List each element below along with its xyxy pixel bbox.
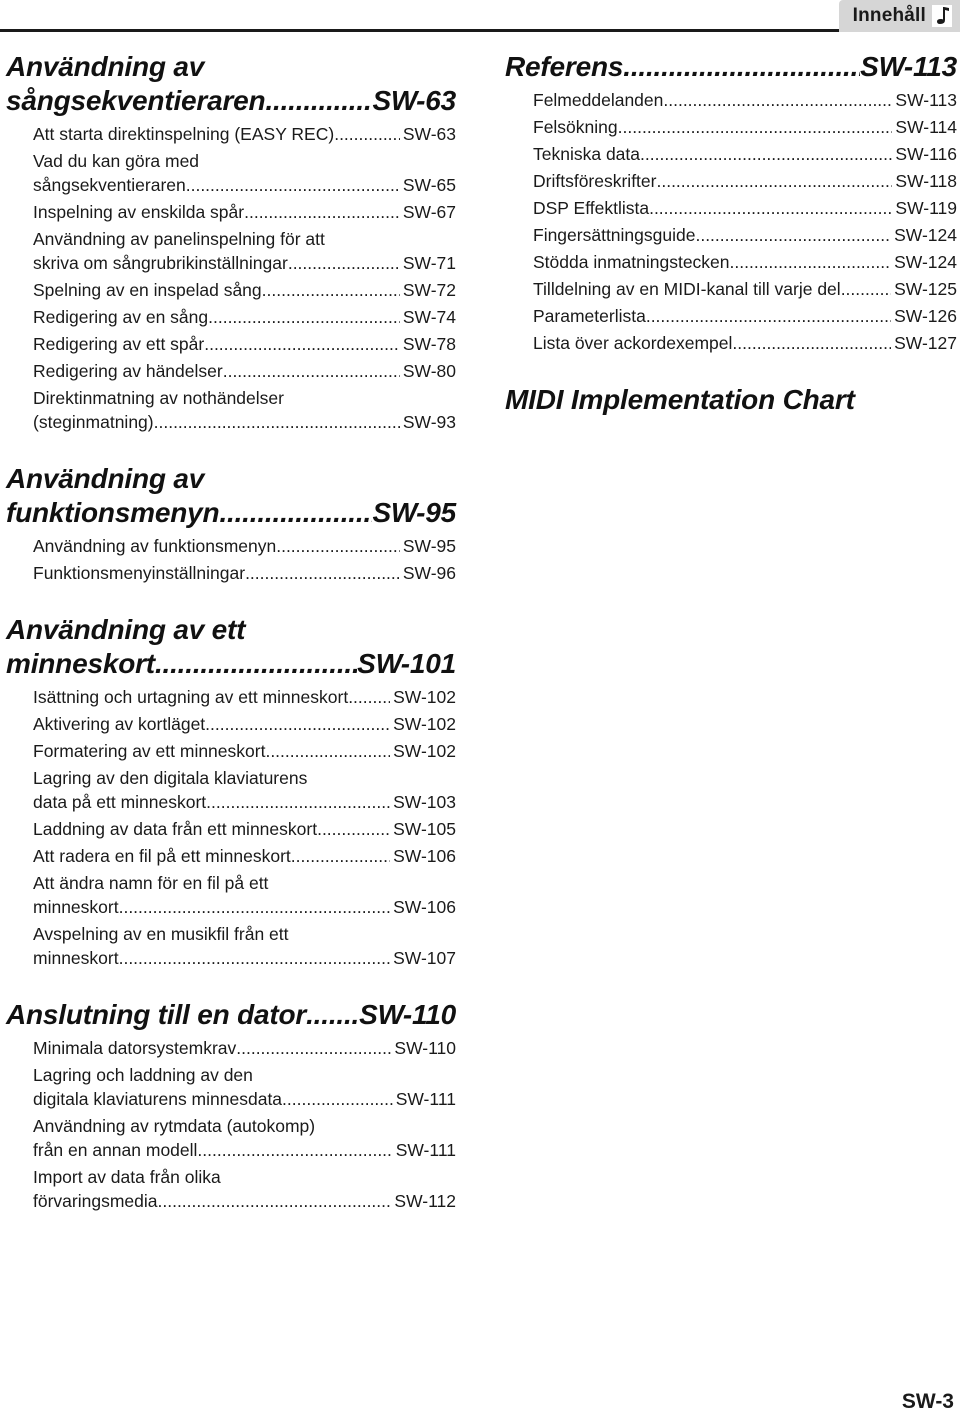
dot-leader [656, 169, 892, 193]
toc-entry-text: (steginmatning) [33, 412, 154, 432]
dot-leader [334, 122, 400, 146]
toc-entry-line [33, 1036, 456, 1060]
dot-leader [119, 895, 391, 919]
toc-entry-line [33, 200, 456, 224]
toc-entry[interactable] [33, 561, 456, 585]
toc-entry-page-ref: SW-125 [894, 279, 957, 299]
toc-entry-text: Driftsföreskrifter [533, 171, 657, 191]
toc-entry[interactable] [33, 871, 456, 919]
section-title-text: sångsekventieraren [6, 85, 266, 116]
toc-entry-page-ref: SW-80 [402, 361, 456, 381]
toc-entry-text: Parameterlista [533, 306, 646, 326]
toc-entry-line [33, 251, 456, 275]
dot-leader [206, 790, 390, 814]
page-number: SW-3 [901, 1390, 954, 1413]
toc-entry[interactable] [33, 685, 456, 709]
toc-entry-page-ref: SW-71 [402, 253, 456, 273]
toc-entry-text: Vad du kan göra med [33, 151, 200, 171]
toc-entry-line [533, 88, 957, 112]
toc-entry-page-ref: SW-111 [395, 1140, 456, 1160]
toc-entry-line [33, 561, 456, 585]
toc-entry[interactable] [33, 712, 456, 736]
toc-entry[interactable] [533, 250, 957, 274]
toc-entry-text: Redigering av en sång [33, 307, 209, 327]
dot-leader [223, 359, 400, 383]
dot-leader [186, 173, 400, 197]
toc-entry-line [33, 1138, 456, 1162]
toc-entry-text: Att radera en fil på ett minneskort [33, 846, 291, 866]
toc-entry[interactable] [33, 1036, 456, 1060]
toc-entry-list [505, 88, 957, 355]
toc-entry-page-ref: SW-110 [394, 1038, 456, 1058]
toc-entry-text: Inspelning av enskilda spår [33, 202, 245, 222]
dot-leader [282, 1087, 393, 1111]
toc-entry-text: Att ändra namn för en fil på ett [33, 873, 269, 893]
toc-entry-page-ref: SW-103 [393, 792, 456, 812]
toc-entry[interactable] [33, 386, 456, 434]
toc-entry-text: Funktionsmenyinställningar [33, 563, 246, 583]
toc-entry[interactable] [33, 1165, 456, 1213]
toc-entry-page-ref: SW-116 [895, 144, 957, 164]
dot-leader [306, 998, 359, 1032]
toc-entry[interactable] [33, 227, 456, 275]
section-title [6, 998, 456, 1032]
dot-leader [732, 331, 891, 355]
header-title: Innehåll [852, 5, 926, 26]
toc-entry[interactable] [533, 169, 957, 193]
section-title-midi-chart[interactable]: MIDI Implementation Chart [505, 384, 855, 415]
section-title [6, 613, 456, 681]
section-title-line [6, 462, 456, 496]
toc-entry-line [33, 305, 456, 329]
toc-entry-line [533, 277, 957, 301]
toc-entry-list [6, 122, 456, 434]
toc-section [6, 998, 456, 1213]
toc-section [505, 50, 957, 355]
toc-entry[interactable] [533, 304, 957, 328]
toc-entry[interactable] [33, 359, 456, 383]
dot-leader [640, 142, 892, 166]
toc-entry-page-ref: SW-63 [402, 124, 456, 144]
toc-entry-text: minneskort [33, 948, 119, 968]
dot-leader [236, 1036, 391, 1060]
section-title-line [6, 84, 456, 118]
dot-leader [204, 332, 400, 356]
toc-entry-line [33, 712, 456, 736]
toc-entry[interactable] [33, 149, 456, 197]
dot-leader [245, 561, 400, 585]
dot-leader [730, 250, 892, 274]
toc-entry-text: Användning av funktionsmenyn [33, 536, 277, 556]
dot-leader [219, 496, 372, 530]
toc-entry-text: förvaringsmedia [33, 1191, 158, 1211]
toc-entry-line [33, 766, 456, 790]
section-page-ref: SW-63 [372, 85, 456, 116]
toc-entry-line [33, 1189, 456, 1213]
toc-entry-text: Direktinmatning av nothändelser [33, 388, 284, 408]
dot-leader [288, 251, 400, 275]
toc-entry[interactable] [33, 534, 456, 558]
toc-entry[interactable] [33, 766, 456, 814]
toc-entry-text: Att starta direktinspelning (EASY REC) [33, 124, 335, 144]
dot-leader [119, 946, 391, 970]
toc-entry-text: Användning av rytmdata (autokomp) [33, 1116, 316, 1136]
toc-entry[interactable] [33, 200, 456, 224]
toc-entry-text: Avspelning av en musikfil från ett [33, 924, 289, 944]
right-column [505, 50, 957, 417]
toc-entry[interactable] [533, 88, 957, 112]
toc-entry-text: Stödda inmatningstecken [533, 252, 730, 272]
toc-entry-page-ref: SW-102 [393, 687, 456, 707]
toc-entry-page-ref: SW-65 [402, 175, 456, 195]
toc-section [6, 613, 456, 970]
toc-entry-line [33, 410, 456, 434]
toc-entry-line [33, 1114, 456, 1138]
toc-entry-text: Laddning av data från ett minneskort [33, 819, 318, 839]
toc-entry-page-ref: SW-106 [393, 897, 456, 917]
toc-entry-line [33, 332, 456, 356]
section-title-line [6, 647, 456, 681]
toc-entry-page-ref: SW-127 [894, 333, 957, 353]
toc-entry-line [33, 790, 456, 814]
toc-entry-page-ref: SW-118 [895, 171, 957, 191]
toc-entry-line [533, 331, 957, 355]
dot-leader [276, 534, 400, 558]
toc-entry-text: minneskort [33, 897, 119, 917]
toc-entry-text: Lagring av den digitala klaviaturens [33, 768, 308, 788]
dot-leader [695, 223, 891, 247]
dot-leader [205, 712, 390, 736]
toc-entry-page-ref: SW-93 [402, 412, 456, 432]
toc-entry-page-ref: SW-95 [402, 536, 456, 556]
toc-entry-text: från en annan modell [33, 1140, 198, 1160]
dot-leader [317, 817, 390, 841]
toc-entry[interactable] [33, 922, 456, 970]
dot-leader [262, 278, 400, 302]
left-column [6, 50, 456, 1241]
toc-entry-text: Tekniska data [533, 144, 641, 164]
toc-entry-list [6, 685, 456, 970]
toc-entry-page-ref: SW-102 [393, 714, 456, 734]
toc-entry-line [533, 223, 957, 247]
dot-leader [244, 200, 400, 224]
toc-entry-line [533, 304, 957, 328]
toc-entry-text: sångsekventieraren [33, 175, 186, 195]
toc-entry[interactable] [533, 115, 957, 139]
section-title-text: minneskort [6, 648, 155, 679]
section-title-line [6, 998, 456, 1032]
dot-leader [158, 1189, 392, 1213]
toc-entry-page-ref: SW-72 [402, 280, 456, 300]
toc-entry-line [33, 1063, 456, 1087]
toc-entry-line [33, 386, 456, 410]
toc-entry-page-ref: SW-114 [895, 117, 957, 137]
dot-leader [646, 304, 891, 328]
toc-entry-line [33, 739, 456, 763]
section-page-ref: SW-113 [860, 51, 957, 82]
toc-entry[interactable] [33, 305, 456, 329]
section-page-ref: SW-101 [357, 648, 456, 679]
toc-entry-line [33, 817, 456, 841]
toc-entry-line [33, 149, 456, 173]
toc-entry-line [33, 844, 456, 868]
toc-entry-list [6, 1036, 456, 1213]
toc-entry[interactable] [33, 1063, 456, 1111]
toc-entry-text: Lista över ackordexempel [533, 333, 733, 353]
dot-leader [841, 277, 891, 301]
toc-entry[interactable] [33, 817, 456, 841]
toc-entry-text: Isättning och urtagning av ett minneskort [33, 687, 349, 707]
toc-entry-page-ref: SW-126 [894, 306, 957, 326]
dot-leader [155, 647, 357, 681]
toc-entry-line [33, 1165, 456, 1189]
toc-entry-line [33, 946, 456, 970]
toc-entry-text: data på ett minneskort [33, 792, 207, 812]
toc-entry-text: Import av data från olika [33, 1167, 221, 1187]
toc-entry-page-ref: SW-107 [393, 948, 456, 968]
toc-entry-text: Spelning av en inspelad sång [33, 280, 262, 300]
toc-entry-line [33, 922, 456, 946]
toc-entry[interactable] [33, 1114, 456, 1162]
toc-section [6, 50, 456, 434]
dot-leader [265, 739, 390, 763]
dot-leader [265, 84, 372, 118]
toc-entry-text: Fingersättningsguide [533, 225, 696, 245]
toc-entry-line [33, 122, 456, 146]
toc-entry-line [33, 685, 456, 709]
toc-entry-text: DSP Effektlista [533, 198, 650, 218]
toc-entry-page-ref: SW-96 [402, 563, 456, 583]
toc-entry-page-ref: SW-74 [402, 307, 456, 327]
section-title-text: Användning av [6, 463, 205, 494]
toc-entry-line [533, 115, 957, 139]
toc-entry-page-ref: SW-113 [895, 90, 957, 110]
toc-entry-line [533, 142, 957, 166]
toc-entry-line [33, 1087, 456, 1111]
toc-entry-text: Felsökning [533, 117, 618, 137]
page-header [0, 0, 960, 38]
toc-entry-page-ref: SW-112 [394, 1191, 456, 1211]
header-tab [839, 0, 960, 32]
toc-entry-text: Formatering av ett minneskort [33, 741, 266, 761]
toc-entry[interactable] [533, 142, 957, 166]
dot-leader [649, 196, 892, 220]
dot-leader [618, 115, 893, 139]
toc-entry[interactable] [533, 277, 957, 301]
toc-entry-page-ref: SW-102 [393, 741, 456, 761]
toc-entry-text: Redigering av ett spår [33, 334, 205, 354]
toc-entry-text: Felmeddelanden [533, 90, 664, 110]
toc-entry-page-ref: SW-119 [895, 198, 957, 218]
toc-entry-line [33, 227, 456, 251]
section-title-line [6, 496, 456, 530]
toc-entry[interactable] [33, 739, 456, 763]
toc-entry-line [533, 196, 957, 220]
toc-entry-line [33, 173, 456, 197]
section-title-text: funktionsmenyn [6, 497, 220, 528]
toc-entry-text: Minimala datorsystemkrav [33, 1038, 237, 1058]
toc-entry[interactable] [33, 278, 456, 302]
toc-entry-text: Tilldelning av en MIDI-kanal till varje del [533, 279, 841, 299]
toc-entry-text: Lagring och laddning av den [33, 1065, 253, 1085]
section-title-line [6, 50, 456, 84]
toc-entry-text: skriva om sångrubrikinställningar [33, 253, 288, 273]
toc-entry-line [533, 250, 957, 274]
toc-entry[interactable] [33, 122, 456, 146]
dot-leader [208, 305, 400, 329]
dot-leader [291, 844, 390, 868]
toc-section [6, 462, 456, 585]
toc-entry-page-ref: SW-106 [393, 846, 456, 866]
music-note-icon [932, 5, 952, 27]
toc-entry[interactable] [33, 332, 456, 356]
dot-leader [154, 410, 400, 434]
section-page-ref: SW-110 [359, 999, 456, 1030]
section-title [505, 50, 957, 84]
toc-entry[interactable] [533, 331, 957, 355]
section-title-text: Användning av ett [6, 614, 246, 645]
section-title-text: Användning av [6, 51, 205, 82]
toc-entry-text: Redigering av händelser [33, 361, 223, 381]
toc-entry-page-ref: SW-124 [894, 252, 957, 272]
toc-entry-line [533, 169, 957, 193]
section-title [6, 462, 456, 530]
toc-entry[interactable] [33, 844, 456, 868]
section-title-line [505, 50, 957, 84]
toc-entry-page-ref: SW-78 [402, 334, 456, 354]
dot-leader [197, 1138, 392, 1162]
toc-entry-text: Användning av panelinspelning för att [33, 229, 325, 249]
section-page-ref: SW-95 [372, 497, 456, 528]
toc-entry-line [33, 359, 456, 383]
toc-entry-page-ref: SW-111 [395, 1089, 456, 1109]
toc-entry-page-ref: SW-124 [894, 225, 957, 245]
toc-entry-text: Aktivering av kortläget [33, 714, 206, 734]
toc-entry-text: digitala klaviaturens minnesdata [33, 1089, 283, 1109]
section-title-line [6, 613, 456, 647]
dot-leader [663, 88, 892, 112]
section-title-text: Anslutning till en dator [6, 999, 307, 1030]
toc-entry-list [6, 534, 456, 585]
toc-entry-line [33, 278, 456, 302]
dot-leader [348, 685, 390, 709]
section-title [6, 50, 456, 118]
toc-entry-line [33, 895, 456, 919]
toc-entry-line [33, 534, 456, 558]
toc-entry-page-ref: SW-67 [402, 202, 456, 222]
toc-entry-page-ref: SW-105 [393, 819, 456, 839]
dot-leader [623, 50, 860, 84]
toc-entry[interactable] [533, 223, 957, 247]
toc-entry[interactable] [533, 196, 957, 220]
header-rule [0, 29, 960, 32]
section-title-text: Referens [505, 51, 624, 82]
toc-entry-line [33, 871, 456, 895]
